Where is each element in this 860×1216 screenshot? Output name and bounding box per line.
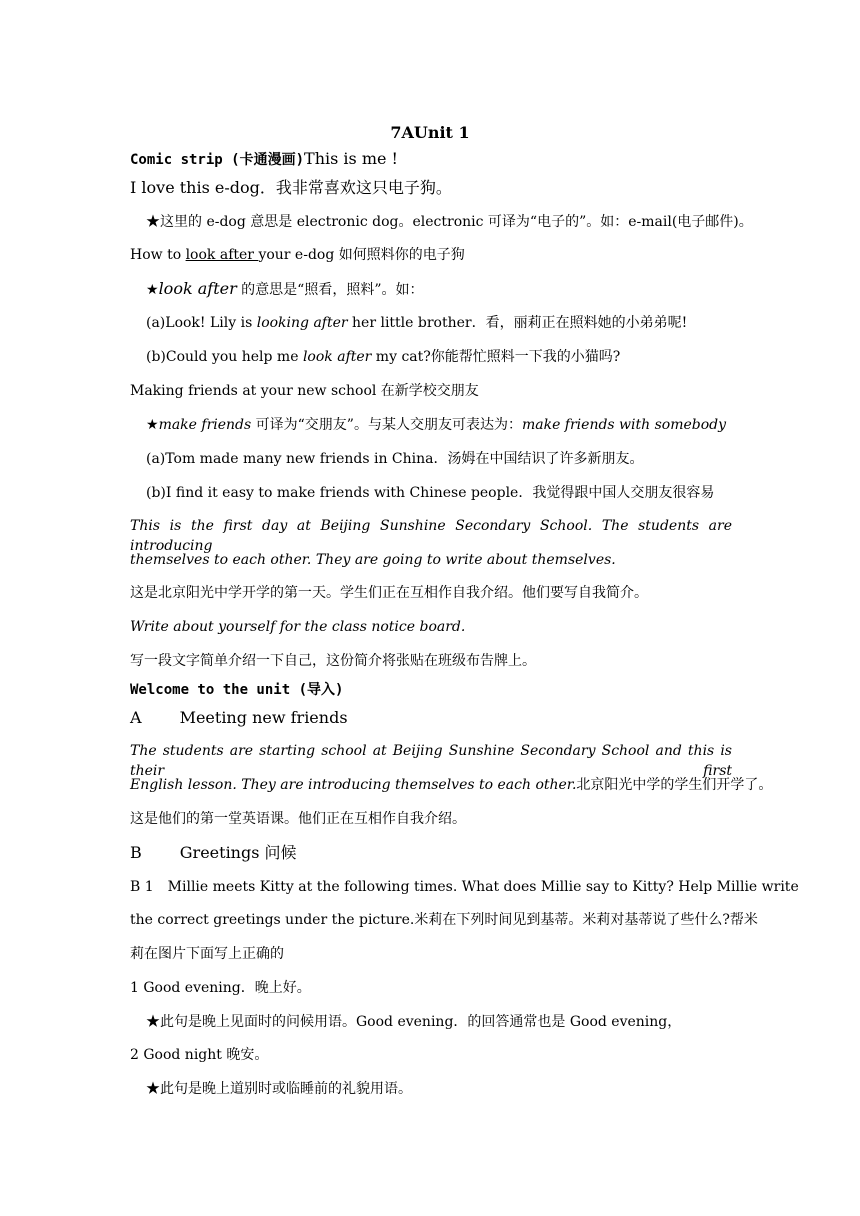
underlined-phrase: look after bbox=[185, 247, 259, 263]
italic-phrase: make friends with somebody bbox=[521, 417, 727, 433]
italic-phrase: look after bbox=[302, 349, 372, 365]
page-title: 7AUnit 1 bbox=[390, 123, 470, 142]
subsection-title: Meeting new friends bbox=[179, 708, 348, 727]
greeting-item: 1 Good evening．晚上好。 bbox=[130, 980, 311, 996]
exercise-label: B 1 bbox=[130, 879, 154, 895]
comic-strip-heading bbox=[130, 149, 398, 170]
text-span: Millie meets Kitty at the following times. What does Millie say to Kitty? Help Millie write bbox=[167, 879, 799, 895]
text-span: How to bbox=[130, 247, 186, 263]
paragraph-line: Write about yourself for the class notice board. bbox=[130, 619, 466, 635]
subsection-title: Greetings 问候 bbox=[179, 843, 297, 862]
text-span: your e-dog 如何照料你的电子狗 bbox=[258, 247, 465, 263]
instruction-line bbox=[130, 877, 799, 897]
text-line bbox=[130, 245, 465, 265]
italic-phrase: make friends bbox=[158, 417, 252, 433]
instruction-line: the correct greetings under the picture.米莉在下列时间见到基蒂。米莉对基蒂说了些什么?帮米 bbox=[130, 912, 758, 928]
subsection-label: B bbox=[130, 843, 142, 862]
text-line: Making friends at your new school 在新学校交朋友 bbox=[130, 383, 479, 399]
paragraph-line: themselves to each other. They are going to write about themselves. bbox=[130, 552, 616, 568]
text-span: 可译为“交朋友”。与某人交朋友可表达为： bbox=[251, 417, 522, 433]
greeting-item: 2 Good night 晚安。 bbox=[130, 1047, 269, 1063]
paragraph-line: The students are starting school at Beijing Sunshine Secondary School and this is their first bbox=[130, 743, 732, 779]
text-span: (a)Look! Lily is bbox=[146, 315, 257, 331]
example-line: (b)I find it easy to make friends with Chinese people．我觉得跟中国人交朋友很容易 bbox=[146, 485, 715, 501]
paragraph-line bbox=[130, 775, 772, 795]
translation-line: 这是北京阳光中学开学的第一天。学生们正在互相作自我介绍。他们要写自我简介。 bbox=[130, 585, 648, 601]
italic-phrase: look after bbox=[158, 279, 237, 298]
note-line: ★这里的 e-dog 意思是 electronic dog。electronic 可译为“电子的”。如：e-mail(电子邮件)。 bbox=[146, 214, 753, 230]
italic-phrase: English lesson. They are introducing themselves to each other. bbox=[130, 777, 577, 793]
text-span: 北京阳光中学的学生们开学了。 bbox=[576, 777, 773, 793]
example-line bbox=[146, 347, 620, 367]
subsection-a bbox=[130, 708, 348, 728]
text-line: I love this e-dog．我非常喜欢这只电子狗。 bbox=[130, 178, 452, 197]
italic-phrase: looking after bbox=[256, 315, 348, 331]
example-line: (a)Tom made many new friends in China．汤姆在中国结识了许多新朋友。 bbox=[146, 451, 644, 467]
star-icon: ★ bbox=[146, 417, 159, 433]
translation-line: 写一段文字简单介绍一下自己，这份简介将张贴在班级布告牌上。 bbox=[130, 653, 536, 669]
instruction-line: 莉在图片下面写上正确的 bbox=[130, 946, 284, 962]
translation-line: 这是他们的第一堂英语课。他们正在互相作自我介绍。 bbox=[130, 811, 466, 827]
note-line bbox=[146, 279, 424, 300]
section-heading: Welcome to the unit (导入) bbox=[130, 682, 344, 698]
note-line: ★此句是晚上见面时的问候用语。Good evening．的回答通常也是 Good evening， bbox=[146, 1014, 682, 1030]
text-span: (b)Could you help me bbox=[146, 349, 303, 365]
section-heading: Comic strip (卡通漫画) bbox=[130, 152, 305, 168]
example-line bbox=[146, 313, 687, 333]
note-line bbox=[146, 415, 726, 435]
subsection-b bbox=[130, 843, 297, 863]
heading-subtitle: This is me ! bbox=[304, 149, 398, 168]
star-icon: ★ bbox=[146, 282, 159, 298]
paragraph-line: This is the first day at Beijing Sunshine Secondary School. The students are introducing bbox=[130, 518, 732, 554]
text-span: 的意思是“照看，照料”。如： bbox=[236, 282, 424, 298]
subsection-label: A bbox=[130, 708, 142, 727]
text-span: my cat?你能帮忙照料一下我的小猫吗? bbox=[371, 349, 621, 365]
note-line: ★此句是晚上道别时或临睡前的礼貌用语。 bbox=[146, 1081, 412, 1097]
text-span: her little brother．看，丽莉正在照料她的小弟弟呢! bbox=[347, 315, 688, 331]
